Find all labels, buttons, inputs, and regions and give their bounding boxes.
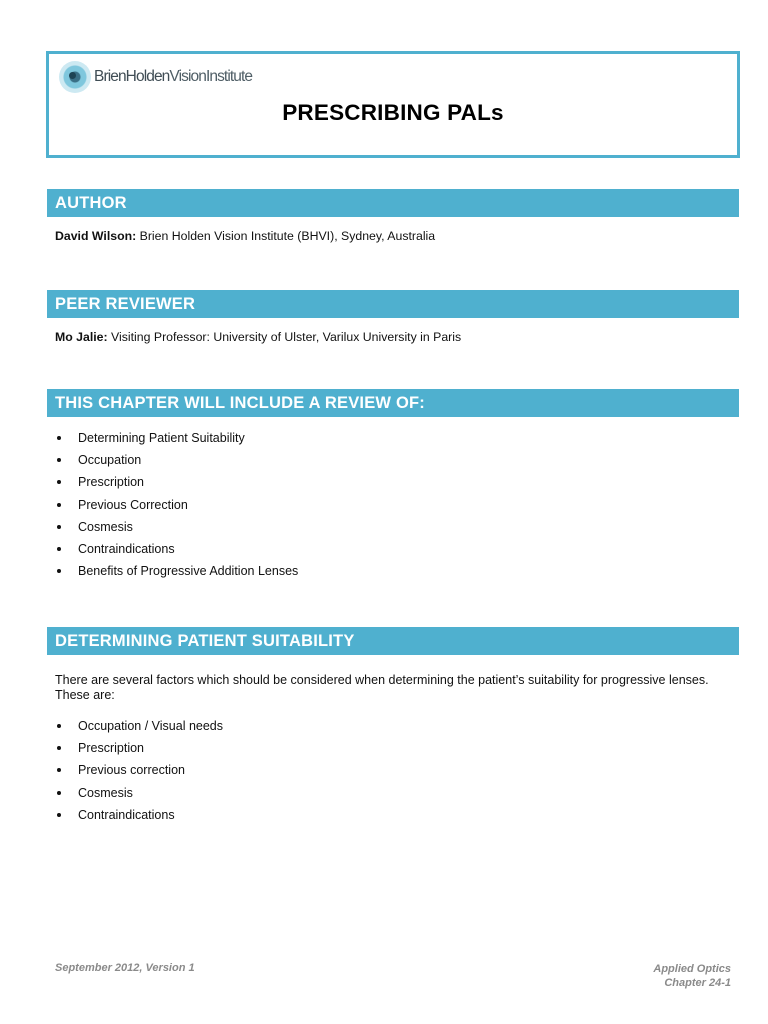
footer-version: September 2012, Version 1 (55, 962, 195, 974)
list-item: Prescription (55, 741, 223, 763)
reviewer-affiliation: Visiting Professor: University of Ulster, Varilux University in Paris (111, 330, 462, 344)
list-item: Contraindications (55, 808, 223, 830)
title-box (46, 51, 740, 158)
list-item: Prescription (55, 475, 298, 497)
footer-chapter-number: Chapter 24-1 (664, 977, 731, 989)
reviewer-name: Mo Jalie: (55, 330, 108, 344)
institute-logo (59, 61, 252, 93)
footer-book-title: Applied Optics (653, 963, 731, 975)
logo-wordmark-light: VisionInstitute (169, 68, 253, 85)
author-heading: AUTHOR (47, 189, 739, 217)
list-item: Determining Patient Suitability (55, 431, 298, 453)
reviewer-line (55, 330, 461, 344)
list-item: Cosmesis (55, 786, 223, 808)
list-item: Contraindications (55, 542, 298, 564)
eye-logo-icon (59, 61, 91, 93)
list-item: Occupation / Visual needs (55, 719, 223, 741)
list-item: Cosmesis (55, 520, 298, 542)
list-item: Occupation (55, 453, 298, 475)
review-list (55, 431, 298, 586)
suitability-heading: DETERMINING PATIENT SUITABILITY (47, 627, 739, 655)
author-name: David Wilson: (55, 229, 137, 243)
logo-wordmark-bold: BrienHolden (94, 68, 170, 85)
list-item: Previous correction (55, 763, 223, 785)
suitability-list (55, 719, 223, 830)
author-line (55, 229, 435, 243)
suitability-intro: There are several factors which should be considered when determining the patient’s suitability for progressive lenses. These are: (55, 673, 709, 702)
logo-wordmark (94, 68, 252, 86)
list-item: Benefits of Progressive Addition Lenses (55, 564, 298, 586)
author-affiliation: Brien Holden Vision Institute (BHVI), Sydney, Australia (139, 229, 436, 243)
review-heading: THIS CHAPTER WILL INCLUDE A REVIEW OF: (47, 389, 739, 417)
list-item: Previous Correction (55, 498, 298, 520)
peer-reviewer-heading: PEER REVIEWER (47, 290, 739, 318)
document-title: PRESCRIBING PALs (282, 100, 504, 125)
footer-chapter (653, 962, 731, 990)
